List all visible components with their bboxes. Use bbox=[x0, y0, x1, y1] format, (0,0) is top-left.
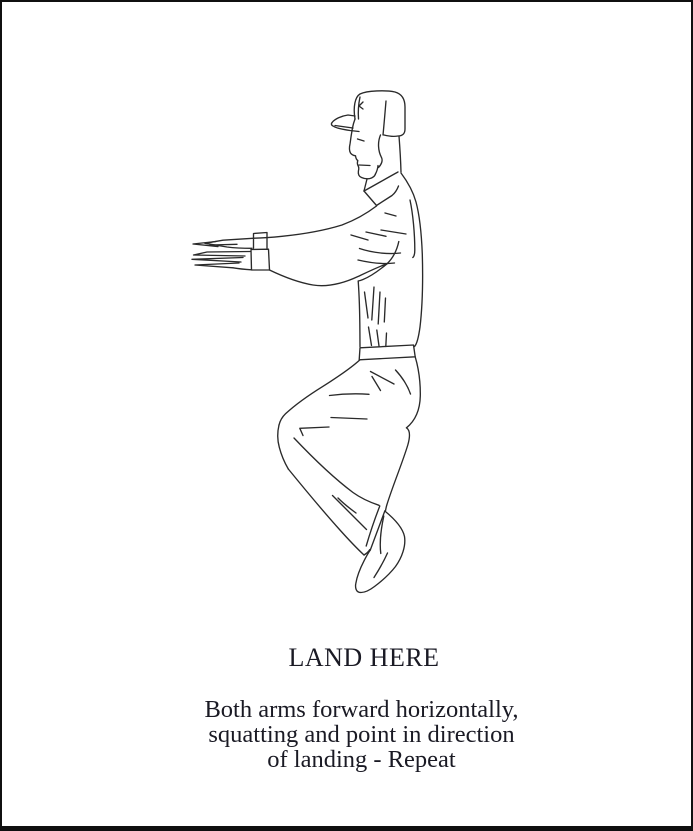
leg-bottom-outline bbox=[288, 469, 364, 555]
shirt-wrinkle-2 bbox=[372, 287, 374, 320]
seat-outline bbox=[407, 357, 421, 428]
near-hand-finger-2 bbox=[192, 258, 243, 263]
thigh-top-outline bbox=[279, 360, 360, 425]
collar-flap bbox=[364, 186, 399, 206]
face-profile bbox=[349, 131, 375, 179]
signal-title: LAND HERE bbox=[288, 643, 440, 672]
shirt-wrinkle-7 bbox=[386, 333, 387, 347]
shirt-wrinkle-4 bbox=[384, 298, 385, 322]
shirt-wrinkle-5 bbox=[369, 327, 372, 346]
signal-description-line-1: Both arms forward horizontally, bbox=[204, 696, 519, 723]
shirt-wrinkle-6 bbox=[377, 330, 379, 346]
far-hand-finger-line bbox=[210, 244, 237, 245]
cap-front-seam bbox=[358, 97, 360, 119]
sleeve-wrinkle-3 bbox=[381, 230, 406, 234]
cheek-line bbox=[375, 166, 378, 175]
sleeve-wrinkle-2 bbox=[366, 232, 386, 236]
pant-hem-line-1 bbox=[366, 506, 380, 546]
cap-back-seam bbox=[383, 101, 386, 135]
arm-bottom-outline bbox=[270, 264, 388, 286]
far-wrist-cuff bbox=[254, 233, 268, 249]
leg-crease-1 bbox=[294, 438, 379, 505]
shirt-wrinkle-3 bbox=[378, 292, 380, 324]
signal-description bbox=[2, 697, 691, 772]
hip-wrinkle-3 bbox=[396, 370, 411, 394]
near-hand-finger-3 bbox=[195, 263, 239, 268]
waistband bbox=[359, 345, 415, 360]
near-hand-finger-1 bbox=[194, 252, 251, 257]
arm-top-outline bbox=[205, 206, 377, 243]
sleeve-to-torso bbox=[358, 264, 387, 281]
knee-front-outline bbox=[278, 425, 289, 469]
near-hand-bottom bbox=[233, 268, 252, 270]
cap-crown bbox=[354, 91, 405, 137]
hip-wrinkle-2 bbox=[372, 377, 381, 391]
signal-description-line-3: of landing - Repeat bbox=[267, 746, 456, 773]
shoulder-wrinkle bbox=[385, 213, 396, 216]
eye-mark bbox=[358, 139, 365, 141]
knee-crease bbox=[300, 427, 329, 436]
collar-top-edge bbox=[364, 172, 398, 191]
leg-crease-2 bbox=[333, 496, 367, 530]
signal-description-line-2: squatting and point in direction bbox=[208, 721, 515, 748]
shirt-wrinkle-1 bbox=[365, 292, 369, 318]
heel-inner-line bbox=[374, 553, 388, 578]
mouth-line bbox=[359, 165, 370, 166]
pant-hem-line-2 bbox=[370, 511, 385, 550]
hip-wrinkle-1 bbox=[371, 372, 395, 385]
neck-back-line bbox=[399, 136, 401, 172]
near-wrist-cuff bbox=[251, 249, 270, 270]
thigh-crease-1 bbox=[330, 394, 370, 396]
armpit-fold bbox=[387, 242, 399, 264]
thigh-crease-2 bbox=[331, 418, 367, 420]
cap-front-edge bbox=[352, 119, 355, 131]
calf-back-outline bbox=[386, 428, 410, 511]
back-inner-seam bbox=[410, 200, 415, 258]
torso-front-outline bbox=[358, 281, 360, 347]
hair-line bbox=[379, 135, 383, 168]
back-outline bbox=[401, 173, 423, 347]
sleeve-wrinkle-1 bbox=[351, 235, 368, 240]
